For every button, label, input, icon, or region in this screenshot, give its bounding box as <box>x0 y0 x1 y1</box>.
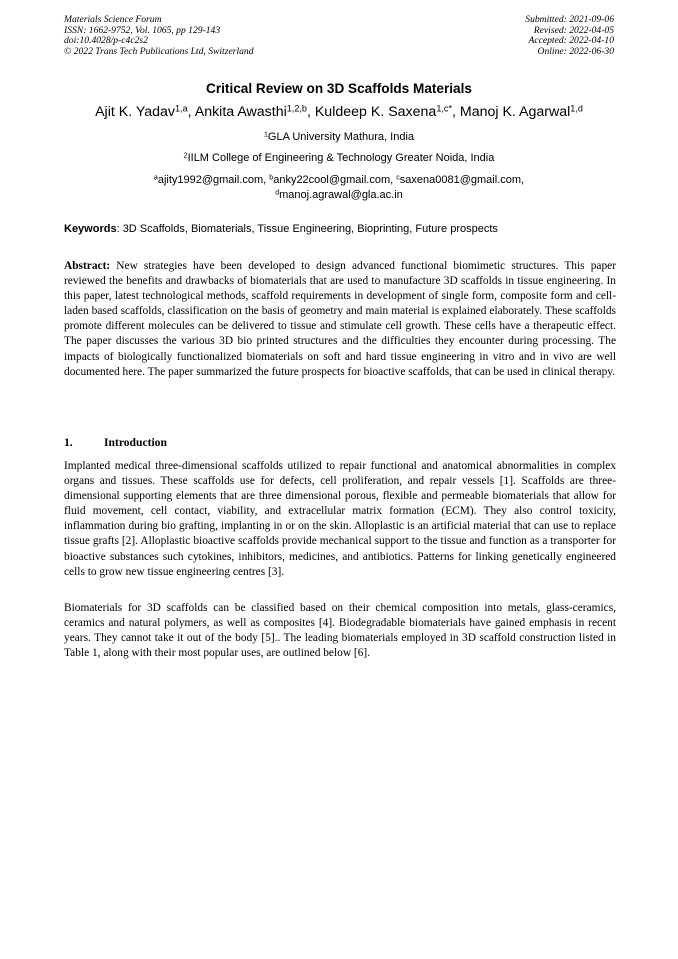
email-address[interactable]: saxena0081@gmail.com <box>399 174 522 186</box>
affiliation-marker: 2 <box>183 152 188 160</box>
email-address[interactable]: anky22cool@gmail.com <box>273 174 391 186</box>
author-name: Kuldeep K. Saxena <box>314 104 437 120</box>
date-submitted: Submitted: 2021-09-06 <box>525 14 614 25</box>
email-marker: b <box>269 174 274 182</box>
keywords-label: Keywords <box>64 223 117 235</box>
email-list: $^a$ajity1992@gmail.com, $^b$anky22cool@gmail.com, $^c$saxena0081@gmail.com, $^d$manoj.agrawal@gla.ac.in <box>153 174 525 201</box>
date-online: Online: 2022-06-30 <box>537 45 614 57</box>
dates-header <box>525 15 614 57</box>
abstract-text: New strategies have been developed to design advanced functional biomimetic structures. This paper reviewed the benefits and drawbacks of biomaterials that are used to manufacture 3D scaffolds in tissue engineering. In this paper, latest technological methods, scaffold requirements in development of single form, composite form and cell-laden based scaffolds, classification on the basis of geometry and main material is explained elaborately. These scaffolds promote different molecules can be delivered to tissue and stimulate cell growth. These cells have a therapeutic effect. The paper discusses the various 3D bio printed structures and the difficulties they encounter during processing. The impacts of biologically functionalized biomaterials on soft and hard tissue engineering in vitro and in vivo are well documented here. The paper summarized the future prospects for bioactive scaffolds, that can be used in clinical therapy. <box>64 260 616 378</box>
email-address[interactable]: ajity1992@gmail.com <box>157 174 264 186</box>
author-affiliation-marker: 1,d <box>570 103 583 114</box>
journal-doi: doi:10.4028/p-c4c2s2 <box>64 35 148 47</box>
affiliation <box>0 152 678 164</box>
journal-name: Materials Science Forum <box>64 14 162 25</box>
journal-issn: ISSN: 1662-9752, Vol. 1065, pp 129-143 <box>64 24 221 36</box>
author-affiliation-marker: 1,c* <box>436 103 452 114</box>
author-name: Manoj K. Agarwal <box>459 104 571 120</box>
keywords <box>64 223 616 235</box>
author-affiliation-marker: 1,a <box>175 103 188 114</box>
affiliation-text: IILM College of Engineering & Technology Greater Noida, India <box>187 152 495 164</box>
body-paragraph: Biomaterials for 3D scaffolds can be classified based on their chemical composition into metals, glass-ceramics, ceramics and natural polymers, as well as composites [4]. Biodegradable biomaterials have gained emphasis in recent years. They cannot take it out of the body [5].. The leading biomaterials employed in 3D scaffold construction listed in Table 1, along with their most popular uses, are outlined below [6]. <box>64 602 616 660</box>
date-revised: Revised: 2022-04-05 <box>533 24 614 36</box>
email-marker: a <box>153 174 158 182</box>
date-accepted: Accepted: 2022-04-10 <box>528 35 614 47</box>
email-marker: c <box>396 174 400 182</box>
author-name: Ajit K. Yadav <box>95 104 175 120</box>
affiliation <box>0 131 678 143</box>
journal-header <box>64 15 254 57</box>
body-paragraph: Implanted medical three-dimensional scaffolds utilized to repair functional and anatomical abnormalities in complex organs and tissues. These scaffolds use for defects, cell proliferation, and repair vessels [1]. Scaffolds are three-dimensional supporting elements that are three dimensional porous, flexible and permeable biomaterials that allow for fluid movement, cell contact, viability, and extracellular matrix formation (ECM). They also control toxicity, inflammation during bio grafting, implanting in or on the skin. Alloplastic is an artificial material that can use to replace tissue grafts [2]. Alloplastic bioactive scaffolds provide mechanical support to the tissue and function as a transporter for bioactive substances such cytokines, inhibitors, medicines, and antibiotics. Patterns for linking genetically engineered cells to grow new tissue engineering centres [3]. <box>64 460 616 578</box>
abstract-label: Abstract: <box>64 260 111 272</box>
author-list: Ajit K. Yadav$^{1,a}$, Ankita Awasthi$^{1,2,b}$, Kuldeep K. Saxena$^{1,c*}$, Manoj K. Agarwal$^{1,d}$ <box>95 103 583 120</box>
section-number: 1. <box>64 436 73 449</box>
journal-copyright: © 2022 Trans Tech Publications Ltd, Switzerland <box>64 45 254 57</box>
email-marker: d <box>275 189 280 197</box>
affiliation-marker: 1 <box>263 131 268 139</box>
paper-title: Critical Review on 3D Scaffolds Materials <box>206 81 472 96</box>
keywords-text: : 3D Scaffolds, Biomaterials, Tissue Engineering, Bioprinting, Future prospects <box>116 223 498 235</box>
affiliation-text: GLA University Mathura, India <box>267 131 415 143</box>
section-title: Introduction <box>104 436 167 449</box>
email-address[interactable]: manoj.agrawal@gla.ac.in <box>279 189 403 201</box>
abstract <box>64 259 616 380</box>
section-heading <box>64 436 167 449</box>
author-affiliation-marker: 1,2,b <box>286 103 307 114</box>
author-name: Ankita Awasthi <box>194 104 287 120</box>
